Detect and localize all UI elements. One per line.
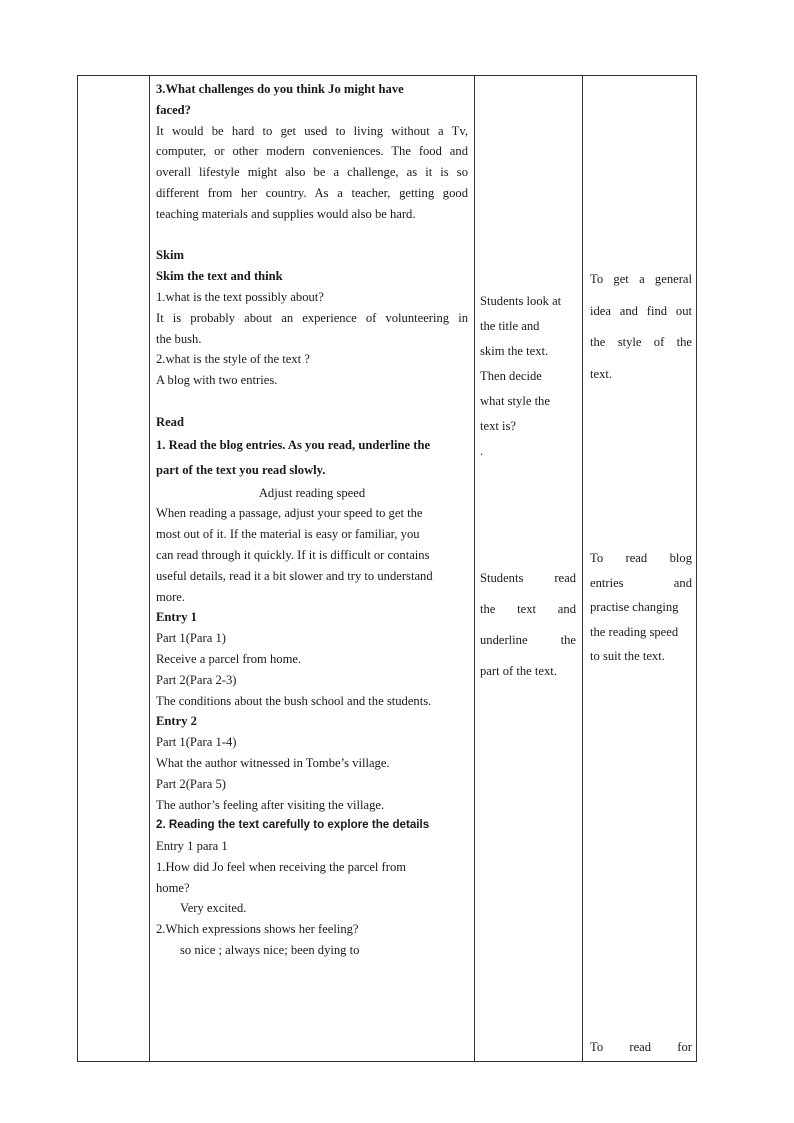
blank-column (78, 76, 149, 1061)
purpose-line: entries and (590, 575, 692, 590)
tip-text: more. (156, 589, 186, 604)
tip-text: useful details, read it a bit slower and try to understand (156, 568, 433, 583)
read-heading: Read (156, 414, 184, 429)
entry-1-part-2-text: The conditions about the bush school and the students. (156, 693, 432, 708)
student-activity-column (474, 76, 582, 1061)
student-activity-block-1 (480, 289, 576, 464)
question-3-answer: overall lifestyle might also be a challenge, as it is so (156, 165, 468, 180)
student-activity-line: text is? (480, 419, 517, 433)
entry-1-title: Entry 1 (156, 610, 197, 625)
detail-question-1: 1.How did Jo feel when receiving the parcel from (156, 859, 407, 874)
student-activity-line: Students look at (480, 294, 562, 308)
tip-text: When reading a passage, adjust your speed to get the (156, 506, 423, 521)
detail-question-2: 2.Which expressions shows her feeling? (156, 922, 359, 937)
student-activity-line: the title and (480, 319, 540, 333)
student-activity-line: the text and (480, 602, 576, 616)
purpose-line: text. (590, 366, 613, 381)
purpose-line: the reading speed (590, 624, 679, 639)
skim-heading: Skim (156, 248, 184, 263)
question-3-answer: computer, or other modern conveniences. The food and (156, 144, 468, 159)
purpose-column (582, 76, 698, 1061)
purpose-block-3 (590, 1035, 692, 1059)
purpose-line: To read blog (590, 551, 692, 565)
entry-2-title: Entry 2 (156, 714, 197, 729)
student-activity-line: Students read (480, 571, 576, 585)
tip-title: Adjust reading speed (258, 485, 366, 500)
student-activity-line: underline the (480, 633, 576, 647)
entry-2-part-1-text: What the author witnessed in Tombe’s village. (156, 755, 390, 770)
teaching-content-column (149, 76, 474, 1061)
purpose-line: To get a general (590, 272, 692, 286)
detail-answer-1: Very excited. (180, 901, 247, 916)
student-activity-line: what style the (480, 394, 550, 408)
entry-2-part-1: Part 1(Para 1-4) (156, 735, 237, 750)
skim-subheading: Skim the text and think (156, 269, 283, 284)
student-activity-line: part of the text. (480, 664, 557, 678)
tip-text: most out of it. If the material is easy or familiar, you (156, 527, 420, 542)
skim-answer-1: the bush. (156, 331, 202, 346)
purpose-line: the style of the (590, 335, 692, 349)
student-activity-line: Then decide (480, 369, 542, 383)
entry-1-part-2: Part 2(Para 2-3) (156, 672, 237, 687)
detail-question-1: home? (156, 880, 190, 895)
purpose-line: idea and find out (590, 303, 692, 318)
entry-1-part-1-text: Receive a parcel from home. (156, 651, 302, 666)
purpose-block-2 (590, 546, 692, 669)
student-activity-block-2 (480, 563, 576, 687)
tip-text: can read through it quickly. If it is difficult or contains (156, 547, 430, 562)
purpose-block-1 (590, 264, 692, 390)
purpose-line: to suit the text. (590, 649, 665, 663)
question-3-title: faced? (156, 102, 191, 117)
skim-question-2: 2.what is the style of the text ? (156, 352, 310, 367)
read-task-1: 1. Read the blog entries. As you read, underline the (156, 437, 431, 452)
entry-1-part-1: Part 1(Para 1) (156, 631, 226, 646)
lesson-plan-table (77, 75, 697, 1062)
student-activity-line: skim the text. (480, 344, 549, 358)
entry-2-part-2-text: The author’s feeling after visiting the village. (156, 797, 385, 812)
detail-answer-2: so nice ; always nice; been dying to (180, 943, 360, 958)
entry-2-part-2: Part 2(Para 5) (156, 776, 226, 791)
student-activity-line: . (480, 444, 484, 458)
purpose-line: practise changing (590, 600, 679, 614)
question-3-title: 3.What challenges do you think Jo might have (156, 82, 404, 96)
question-3-answer: It would be hard to get used to living without a Tv, (156, 123, 468, 138)
skim-question-1: 1.what is the text possibly about? (156, 289, 324, 304)
entry-1-para-1-label: Entry 1 para 1 (156, 839, 228, 854)
question-3-answer: different from her country. As a teacher, getting good (156, 185, 468, 200)
skim-answer-2: A blog with two entries. (156, 373, 278, 388)
read-task-1: part of the text you read slowly. (156, 462, 326, 477)
purpose-line: To read for (590, 1040, 692, 1054)
skim-answer-1: It is probably about an experience of volunteering in (156, 310, 468, 325)
question-3-answer: teaching materials and supplies would also be hard. (156, 206, 416, 221)
read-task-2: 2. Reading the text carefully to explore the details (156, 818, 430, 832)
